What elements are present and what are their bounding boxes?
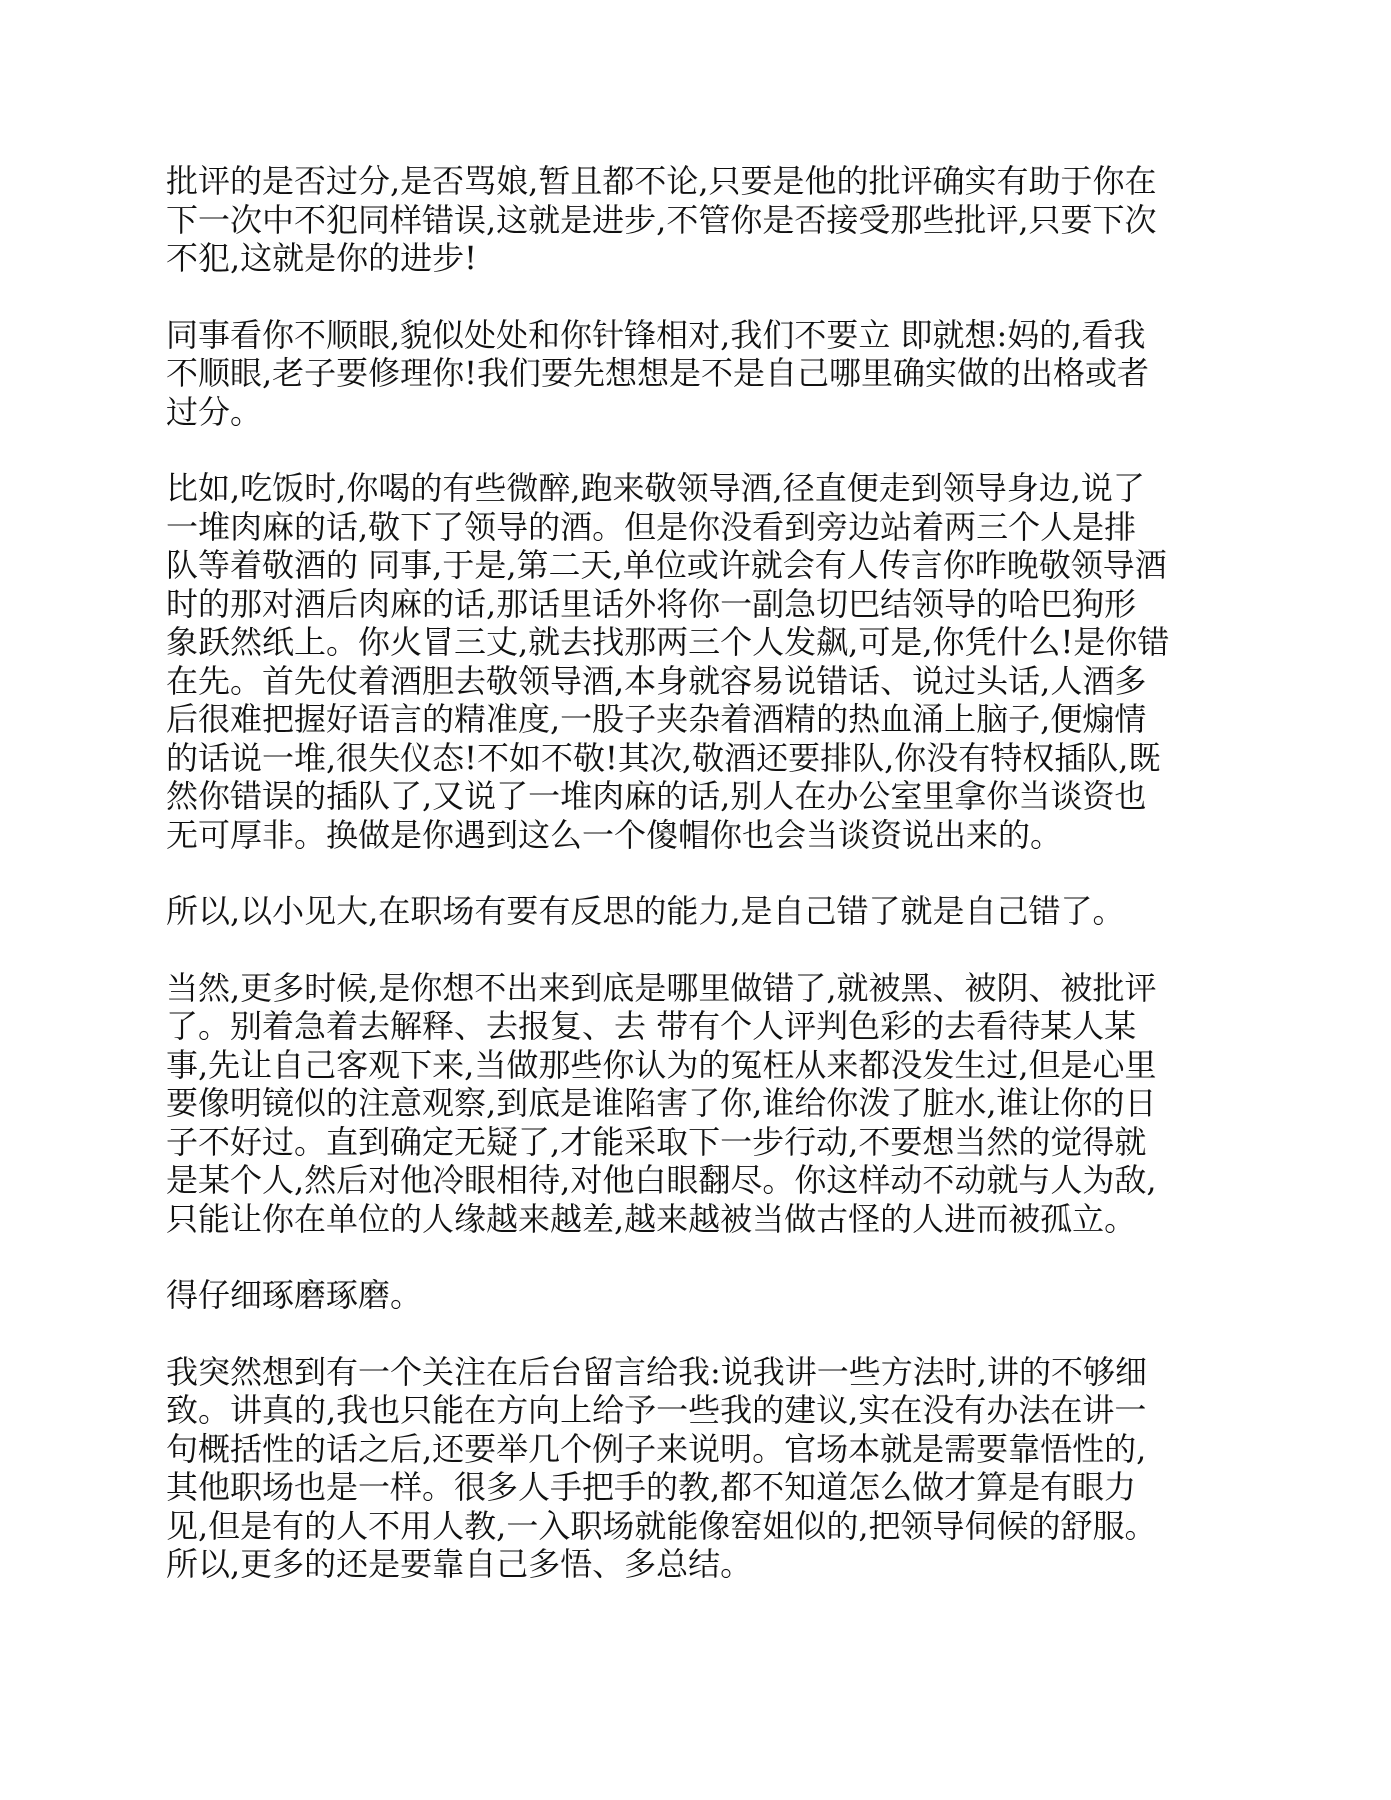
text-line: 的话说一堆,很失仪态!不如不敬!其次,敬酒还要排队,你没有特权插队,既 <box>166 738 1161 777</box>
text-line: 所以,以小见大,在职场有要有反思的能力,是自己错了就是自己错了。 <box>166 892 1125 930</box>
text-line: 比如,吃饭时,你喝的有些微醉,跑来敬领导酒,径直便走到领导身边,说了 <box>166 469 1145 507</box>
text-line: 后很难把握好语言的精准度,一股子夹杂着酒精的热血涌上脑子,便煽情 <box>166 700 1147 738</box>
text-line: 在先。首先仗着酒胆去敬领导酒,本身就容易说错话、说过头话,人酒多 <box>166 661 1147 700</box>
text-line: 我突然想到有一个关注在后台留言给我:说我讲一些方法时,讲的不够细 <box>166 1352 1147 1391</box>
text-line: 无可厚非。换做是你遇到这么一个傻帽你也会当谈资说出来的。 <box>166 815 1063 854</box>
text-line: 句概括性的话之后,还要举几个例子来说明。官场本就是需要靠悟性的, <box>166 1429 1147 1468</box>
text-line: 是某个人,然后对他冷眼相待,对他白眼翻尽。你这样动不动就与人为敌, <box>166 1161 1157 1199</box>
text-line: 不犯,这就是你的进步! <box>166 239 478 277</box>
text-line: 过分。 <box>166 392 263 431</box>
text-line: 然你错误的插队了,又说了一堆肉麻的话,别人在办公室里拿你当谈资也 <box>166 777 1147 815</box>
text-line: 时的那对酒后肉麻的话,那话里话外将你一副急切巴结领导的哈巴狗形 <box>166 584 1137 623</box>
paragraph-1 <box>166 162 1226 278</box>
paragraph-5 <box>166 969 1226 1239</box>
text-line: 下一次中不犯同样错误,这就是进步,不管你是否接受那些批评,只要下次 <box>166 200 1157 239</box>
text-line: 不顺眼,老子要修理你!我们要先想想是不是自己哪里确实做的出格或者 <box>166 354 1150 392</box>
text-line: 其他职场也是一样。很多人手把手的教,都不知道怎么做才算是有眼力 <box>166 1468 1137 1506</box>
text-line: 批评的是否过分,是否骂娘,暂且都不论,只要是他的批评确实有助于你在 <box>166 162 1157 200</box>
text-line: 只能让你在单位的人缘越来越差,越来越被当做古怪的人进而被孤立。 <box>166 1199 1137 1238</box>
document-body <box>166 162 1226 1622</box>
text-line: 致。讲真的,我也只能在方向上给予一些我的建议,实在没有办法在讲一 <box>166 1391 1147 1429</box>
paragraph-7 <box>166 1353 1226 1584</box>
text-line: 得仔细琢磨琢磨。 <box>166 1276 423 1314</box>
text-line: 当然,更多时候,是你想不出来到底是哪里做错了,就被黑、被阴、被批评 <box>166 968 1157 1007</box>
paragraph-2 <box>166 316 1226 432</box>
text-line: 见,但是有的人不用人教,一入职场就能像窑姐似的,把领导伺候的舒服。 <box>166 1506 1157 1545</box>
text-line: 要像明镜似的注意观察,到底是谁陷害了你,谁给你泼了脏水,谁让你的日 <box>166 1084 1157 1122</box>
text-line: 队等着敬酒的 同事,于是,第二天,单位或许就会有人传言你昨晚敬领导酒 <box>166 546 1167 584</box>
paragraph-4 <box>166 892 1226 931</box>
paragraph-6 <box>166 1276 1226 1315</box>
text-line: 同事看你不顺眼,貌似处处和你针锋相对,我们不要立 即就想:妈的,看我 <box>166 315 1146 354</box>
text-line: 子不好过。直到确定无疑了,才能采取下一步行动,不要想当然的觉得就 <box>166 1122 1147 1161</box>
text-line: 所以,更多的还是要靠自己多悟、多总结。 <box>166 1545 753 1583</box>
text-line: 一堆肉麻的话,敬下了领导的酒。但是你没看到旁边站着两三个人是排 <box>166 507 1137 546</box>
paragraph-3 <box>166 469 1226 854</box>
text-line: 事,先让自己客观下来,当做那些你认为的冤枉从来都没发生过,但是心里 <box>166 1045 1157 1084</box>
text-line: 象跃然纸上。你火冒三丈,就去找那两三个人发飙,可是,你凭什么!是你错 <box>166 623 1170 661</box>
text-line: 了。别着急着去解释、去报复、去 带有个人评判色彩的去看待某人某 <box>166 1007 1137 1045</box>
